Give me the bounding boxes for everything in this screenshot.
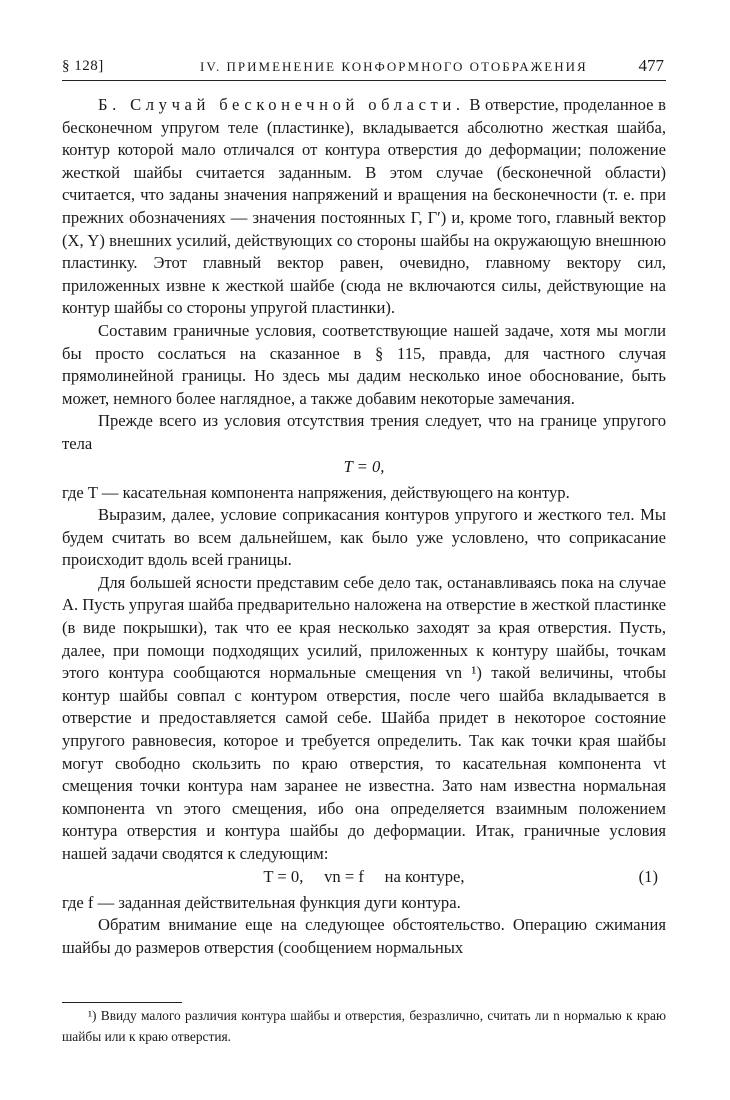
case-heading: Б. Случай бесконечной области. <box>98 95 465 114</box>
paragraph-2: Составим граничные условия, соответствующие нашей задаче, хотя мы могли бы просто сослаться на сказанное в § 115, правда, для частного случая прямолинейной границы. Но здесь мы дадим несколько иное обоснование, быть может, немного более наглядное, а также добавим некоторые замечания. <box>62 320 666 408</box>
section-ref: § 128] <box>62 58 104 74</box>
paragraph-5: Выразим, далее, условие соприкасания контуров упругого и жесткого тел. Мы будем считать во всем дальнейшем, как было уже условлено, что соприкасание происходит вдоль всей границы. <box>62 505 666 570</box>
page-body <box>62 94 666 959</box>
running-header <box>62 56 666 81</box>
paragraph-6: Для большей ясности представим себе дело так, останавливаясь пока на случае А. Пусть упругая шайба предварительно наложена на отверстие в жесткой пластинке (в виде покрышки), так что ее края несколько заходят за края отверстия. Пусть, далее, при помощи подходящих усилий, приложенных к контуру шайбы, точкам этого контура сообщаются нормальные смещения vn ¹) такой величины, чтобы контур шайбы совпал с контуром отверстия, после чего шайба вкладывается в отверстие и предоставляется самой себе. Шайба придет в некоторое состояние упругого равновесия, которое и требуется определить. Так как точки края шайбы могут свободно скользить по краю отверстия, то касательная компонента vt смещения точки контура нам заранее не известна. Зато нам известна нормальная компонента vn этого смещения, ибо она определяется взаимным положением контура отверстия и контура шайбы до деформации. Итак, граничные условия нашей задачи сводятся к следующим: <box>62 572 666 863</box>
book-page <box>62 0 666 1100</box>
equation-number: (1) <box>638 866 658 886</box>
paragraph-8: Обратим внимание еще на следующее обстоятельство. Операцию сжимания шайбы до размеров отверстия (сообщением нормальных <box>62 915 666 957</box>
paragraph-4: где T — касательная компонента напряжения, действующего на контур. <box>62 482 570 502</box>
paragraph-7: где f — заданная действительная функция дуги контура. <box>62 892 461 912</box>
paragraph-1 <box>62 94 666 320</box>
page-number: 477 <box>638 56 664 75</box>
paragraph-3: Прежде всего из условия отсутствия трения следует, что на границе упругого тела <box>62 411 666 453</box>
formula-tangential: T = 0, <box>343 456 385 476</box>
formula-boundary-text: T = 0, vn = f на контуре, <box>263 866 465 886</box>
footnote: ¹) Ввиду малого различия контура шайбы и отверстия, безразлично, считать ли n нормалью к краю шайбы или к краю отверстия. <box>62 1008 666 1044</box>
footnote-divider <box>62 1002 182 1003</box>
formula-boundary-conditions <box>62 866 666 892</box>
paragraph-1-text: В отверстие, проделанное в бесконечном упругом теле (пластинке), вкладывается абсолютно жесткая шайба, контур которой мало отличался от контура отверстия до деформации; положение жесткой шайбы считается заданным. В этом случае (бесконечной области) считается, что заданы значения напряжений и вращения на бесконечности (т. е. при прежних обозначениях — значения постоянных Г, Г′) и, кроме того, главный вектор (X, Y) внешних усилий, действующих со стороны шайбы на окружающую внешнюю пластинку. Этот главный вектор равен, очевидно, главному вектору сил, приложенных извне к жесткой шайбе (сюда не включаются силы, действующие на контур шайбы со стороны упругой пластинки). <box>62 95 667 318</box>
chapter-title: IV. ПРИМЕНЕНИЕ КОНФОРМНОГО ОТОБРАЖЕНИЯ <box>200 59 588 74</box>
